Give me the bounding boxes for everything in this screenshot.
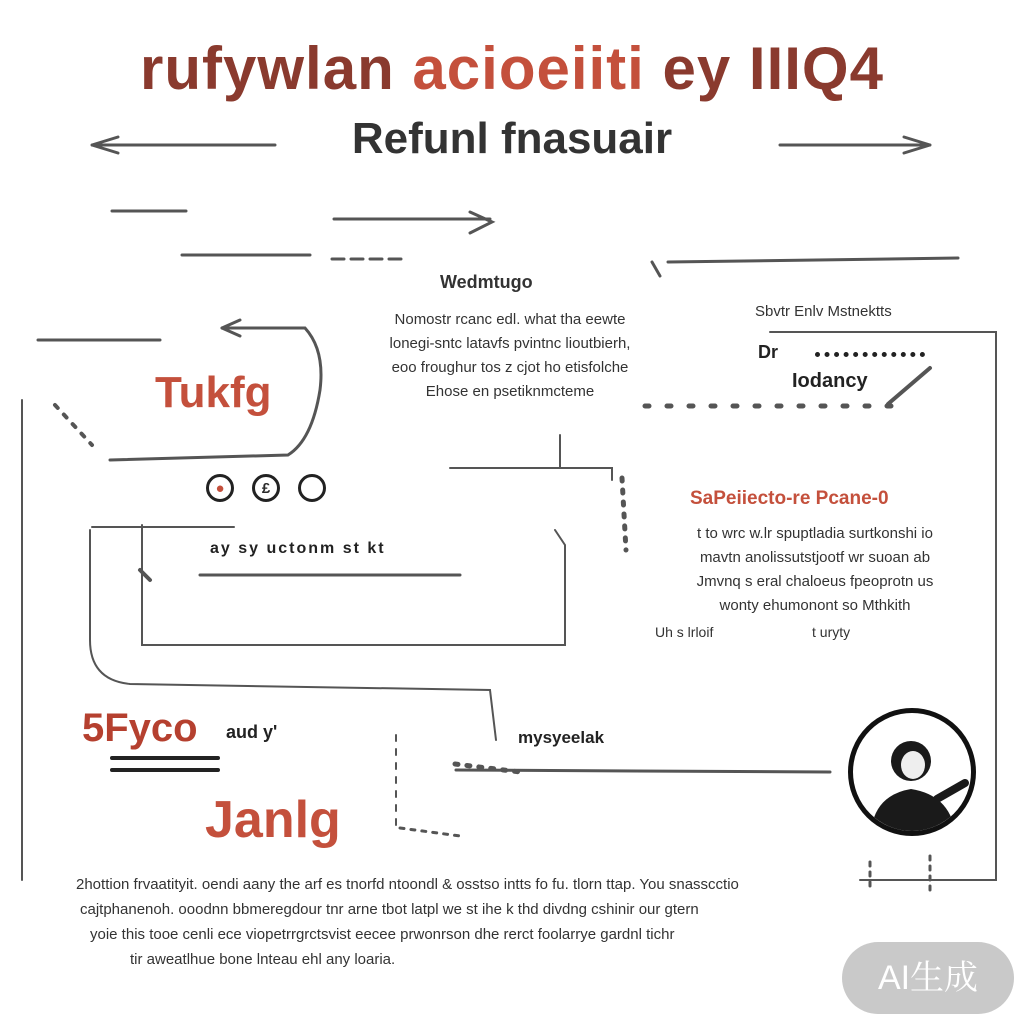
- right-top-heading: Sbvtr Enlv Mstnektts: [755, 303, 892, 320]
- right-mid-line: Jmvnq s eral chaloeus fpeoprotn us: [696, 573, 934, 590]
- right-mid-line: wonty ehumonont so Mthkith: [719, 597, 911, 614]
- bottom-line: 2hottion frvaatityit. oendi aany the arf es tnorfd ntoondl & osstso intts fo fu. tlorn ttap. You snasscctio: [76, 876, 739, 893]
- bottom-mid-label: mysyeelak: [518, 728, 605, 747]
- middle-row-text: ay sy uctonm st kt: [210, 540, 386, 557]
- ai-generated-badge: AI生成: [842, 942, 1014, 1014]
- center-line: Ehose en psetiknmcteme: [425, 383, 595, 400]
- center-line: Nomostr rcanc edl. what tha eewte: [394, 311, 626, 328]
- pound-icon: £: [252, 474, 280, 502]
- circle-icon-group: [206, 474, 326, 502]
- center-paragraph: [340, 308, 680, 404]
- right-mid-heading: SaPeiiecto-re Pcane-0: [690, 488, 889, 509]
- left-bottom-label: 5Fyco: [82, 706, 198, 750]
- center-line: lonegi-sntc latavfs pvintnc lioutbierh,: [389, 335, 631, 352]
- page-title: rufywlan acioeiiti ey IIIQ4: [140, 35, 884, 102]
- right-top-line1: Dr: [758, 342, 779, 362]
- right-mid-line: mavtn anolissutstjootf wr suoan ab: [699, 549, 931, 566]
- right-mid-paragraph: [640, 522, 990, 618]
- left-red-label: Tukfg: [155, 368, 272, 417]
- bottom-line: tir aweatlhue bone lnteau ehl any loaria.: [130, 951, 396, 968]
- bottom-line: yoie this tooe cenli ece viopetrrgrctsvist eecee prwonrson dhe rerct foolarrye gardnl tichr: [90, 926, 675, 943]
- center-heading: Wedmtugo: [440, 272, 533, 292]
- center-line: eoo froughur tos z cjot ho etisfolche: [391, 359, 629, 376]
- avatar: [848, 708, 976, 836]
- bottom-line: cajtphanenoh. ooodnn bbmeregdour tnr arne tbot latpl we st ihe k thd divdng cshinir our gtern: [80, 901, 699, 918]
- info-icon: ●: [206, 474, 234, 502]
- right-mid-foot-right: t uryty: [812, 624, 851, 640]
- page-subtitle: Refunl fnasuair: [351, 114, 673, 163]
- dotted-stroke: [815, 352, 925, 357]
- ring-icon: [298, 474, 326, 502]
- person-icon: [853, 713, 971, 831]
- left-bottom-big-label: Janlg: [205, 791, 341, 849]
- bottom-paragraph: [76, 872, 739, 972]
- right-mid-line: t to wrc w.lr spuptladia surtkonshi io: [697, 525, 933, 542]
- right-top-line2: Iodancy: [792, 370, 868, 392]
- right-mid-foot-left: Uh s lrloif: [655, 624, 714, 640]
- left-bottom-suffix: aud y': [226, 722, 278, 742]
